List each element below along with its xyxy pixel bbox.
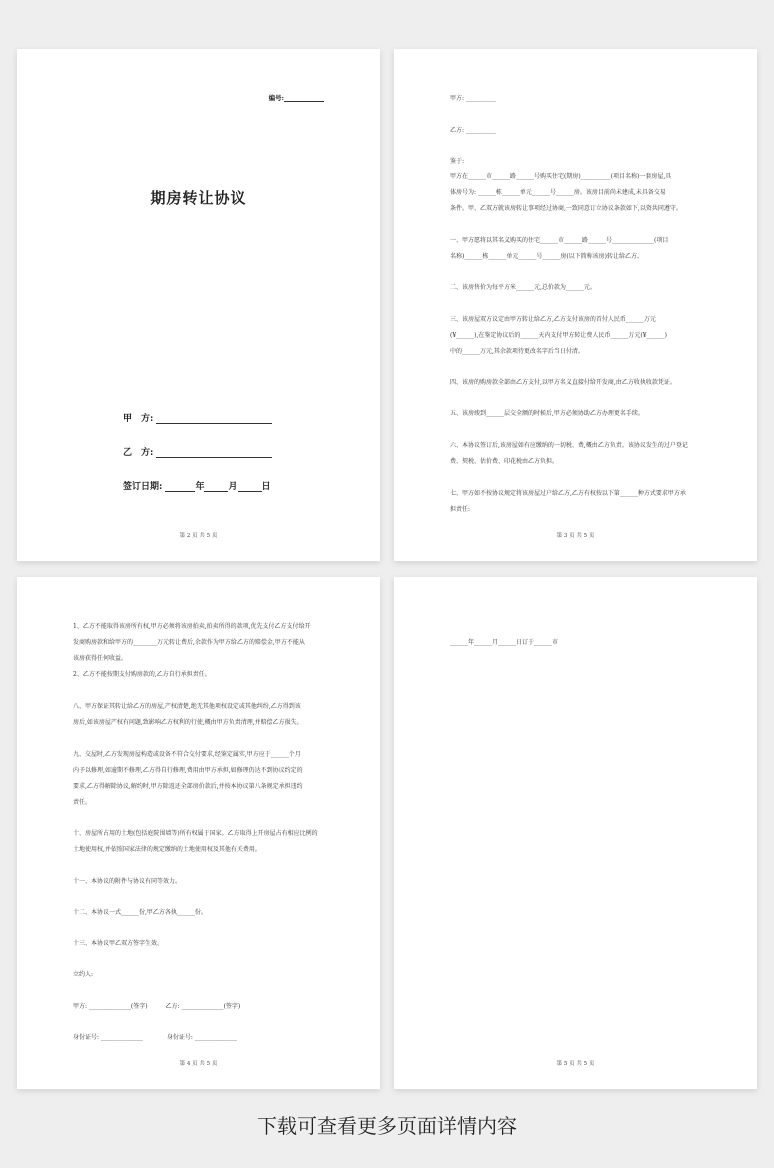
sign-date-line [123, 479, 271, 492]
year-blank [165, 482, 195, 492]
text-line: 五、该房竣到______层交全额的时候后,甲方必须协助乙方办理更名手续。 [450, 410, 644, 417]
text-line: 发商购房款和给甲方的________万元转让费后,余款作为甲方给乙方的赔偿金,甲方不能从 [73, 639, 305, 646]
text-line: 体房号为: ______栋______单元______号______房。该房目前尚未建成,未具备交易 [450, 189, 666, 196]
text-line: 该房获得任何收益。 [73, 655, 128, 662]
year-label: 年 [195, 482, 205, 492]
serial-label: 编号: [268, 94, 284, 102]
text-line: 三、该房屋双方议定由甲方转让给乙方,乙方支付该房的首付人民币______万元 [450, 316, 656, 323]
document-title: 期房转让协议 [150, 189, 247, 207]
page-5 [394, 577, 757, 1089]
text-line: 一、甲方愿将以其名义购买的住宅______市______路______号______________(项目 [450, 237, 669, 244]
serial-blank [284, 95, 324, 102]
text-line: 七、甲方如不按协议规定将该房屋过户给乙方,乙方有权按以下第______种方式要求甲方承 [450, 490, 686, 497]
text-line: 中的______万元,其余款项待更改名字后当日付清。 [450, 348, 584, 355]
text-line: 内予以修理,如逾期不修理,乙方得自行修理,费用由甲方承担,如修理仍达不到协议约定的 [73, 767, 303, 774]
page-2-cover [17, 49, 380, 561]
text-line: 六、本协议签订后,该房屋如有应缴纳的一切税、费,概由乙方负责。该协议发生的过户登记 [450, 442, 688, 449]
sign-date-label: 签订日期: [123, 482, 163, 492]
text-line: 2、乙方不能按期支付购房款的,乙方自行承担责任。 [73, 671, 211, 678]
text-line: 名称)______栋______单元______号______房(以下简称该房)转让给乙方。 [450, 253, 644, 260]
text-line: 房后,如该房屋产权有问题,致影响乙方权利的行使,概由甲方负责清理,并赔偿乙方损失。 [73, 719, 303, 726]
text-line: 土地使用权,并依照国家法律的规定缴纳的土地使用权及其他有关费用。 [73, 846, 261, 853]
text-line: 九、交屋时,乙方发现房屋构造或设备不符合交付要求,经鉴定属实,甲方应于______个月 [73, 751, 301, 758]
day-blank [238, 482, 262, 492]
text-line: 责任。 [73, 799, 92, 806]
text-line: 条件。甲、乙双方就该房转让事项经过协商,一致同意订立协议条款如下,以资共同遵守。 [450, 205, 682, 212]
page-3 [394, 49, 757, 561]
page-4 [17, 577, 380, 1089]
text-line: 甲方: __________ [450, 95, 496, 102]
text-line: 十、房屋所占用的土地(包括庭院围墙等)所有权属于国家。乙方取得上开房屋占有相应比例的 [73, 830, 318, 837]
party-b-label: 乙 方: [123, 448, 154, 458]
text-line: 费、契税、估价费、印花税由乙方负担。 [450, 458, 559, 465]
text-line: 二、该房售价为每平方米______元,总价款为______元。 [450, 284, 596, 291]
text-line: 乙方: __________ [450, 127, 496, 134]
text-line: 十二、本协议一式______份,甲乙方各执______份。 [73, 909, 207, 916]
text-line: (¥______),在鉴定协议后的______天内支付甲方转让费人民币______万元(¥______) [450, 332, 667, 339]
page-footer: 第 4 页 共 5 页 [179, 1061, 218, 1067]
serial-number [269, 93, 324, 102]
page-footer: 第 3 页 共 5 页 [556, 533, 595, 539]
text-line: 八、甲方保证其转让给乙方的房屋,产权清楚,绝无其他项权设定或其他纠纷,乙方得到该 [73, 703, 301, 710]
party-b-line [123, 445, 272, 458]
text-line: 要求,乙方得解除协议,解约时,甲方除返还全部房价款后,并按本协议第八条规定承担违约 [73, 783, 303, 790]
month-blank [204, 482, 228, 492]
text-line: 甲方: ______________(签字) 乙方: ______________(签字) [73, 1003, 241, 1010]
party-a-blank [156, 414, 272, 424]
month-label: 月 [228, 482, 238, 492]
text-line: 鉴于: [450, 158, 465, 165]
text-line: 身份证号: ______________ 身份证号: ______________ [73, 1034, 237, 1041]
date-line: ______年______月______日订于______市 [450, 639, 559, 646]
party-a-label: 甲 方: [123, 414, 154, 424]
text-line: 1、乙方不能取得该房所有权,甲方必须将该房拍卖,拍卖所得的款项,优先支付乙方支付给开 [73, 623, 311, 630]
download-caption: 下载可查看更多页面详情内容 [257, 1114, 517, 1138]
text-line: 立约人: [73, 971, 94, 978]
text-line: 十一、本协议的附件与协议有同等效力。 [73, 878, 182, 885]
day-label: 日 [261, 482, 271, 492]
text-line: 十三、本协议甲乙双方签字生效。 [73, 940, 164, 947]
party-a-line [123, 411, 272, 424]
text-line: 四、该房的购房款全部由乙方支付,以甲方名义直接付给开发商,由乙方收执收款凭证。 [450, 379, 676, 386]
text-line: 担责任: [450, 506, 471, 513]
page-footer: 第 2 页 共 5 页 [179, 533, 218, 539]
text-line: 甲方在______市______路______号购买住宅(期房)__________(项目名称)一套房屋,具 [450, 173, 672, 180]
party-b-blank [156, 448, 272, 458]
page-footer: 第 5 页 共 5 页 [556, 1061, 595, 1067]
